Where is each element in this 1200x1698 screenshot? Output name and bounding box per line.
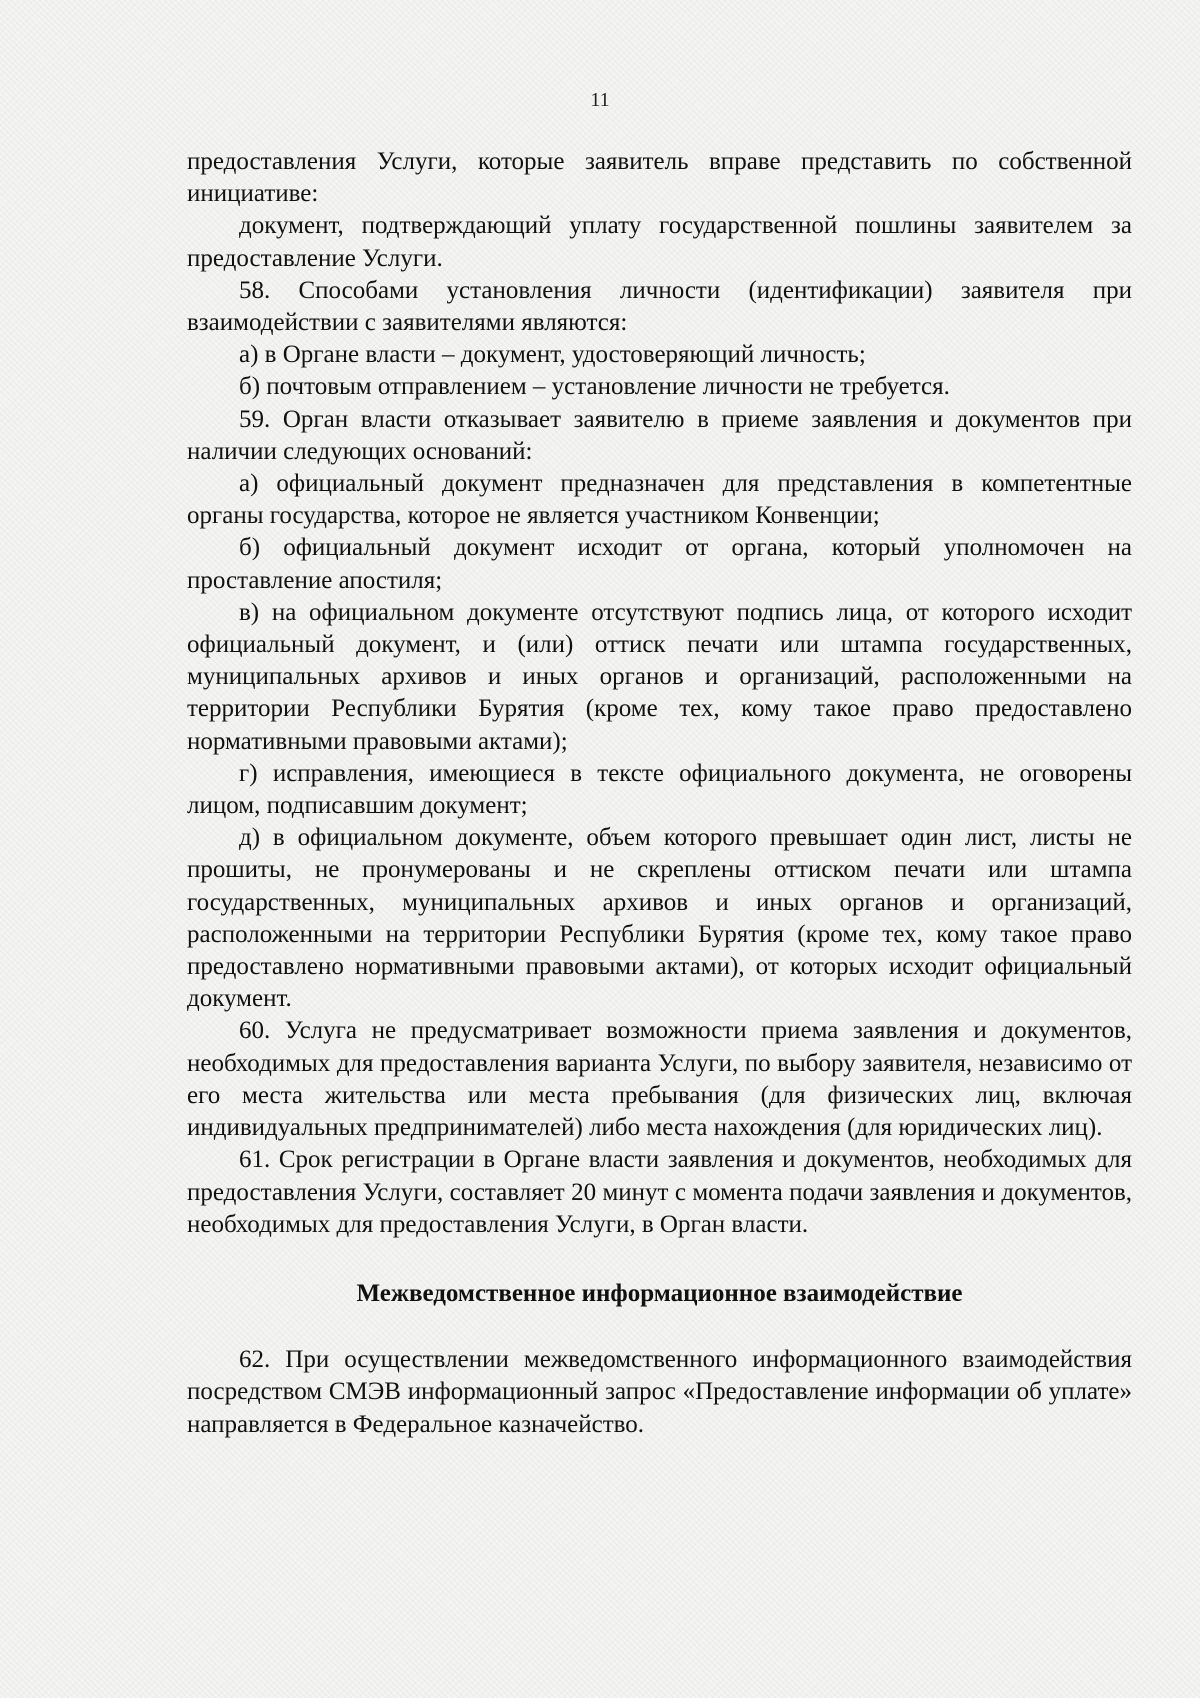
paragraph-58-a: а) в Органе власти – документ, удостоверяющий личность; — [239, 341, 866, 369]
paragraph-60: 60. Услуга не предусматривает возможности приема заявления и документов, необходимых для предоставления варианта Услуги, по выбору заявителя, независимо от его места жительства или места пребывания (для физических лиц, включая индивидуальных предпринимателей) либо места нахождения (для юридических лиц). — [187, 1017, 1132, 1142]
paragraph-59: 59. Орган власти отказывает заявителю в приеме заявления и документов при наличии следующих оснований: — [187, 405, 1132, 465]
paragraph-62: 62. При осуществлении межведомственного информационного взаимодействия посредством СМЭВ информационный запрос «Предоставление информации об уплате» направляется в Федеральное казначейство. — [187, 1346, 1132, 1438]
section-heading: Межведомственное информационное взаимодействие — [356, 1279, 963, 1307]
paragraph-59-g: г) исправления, имеющиеся в тексте официального документа, не оговорены лицом, подписавшим документ; — [187, 759, 1132, 820]
paragraph-59-a: а) официальный документ предназначен для представления в компетентные органы государства, которое не является участником Конвенции; — [187, 470, 1132, 530]
paragraph-59-d: д) в официальном документе, объем которого превышает один лист, листы не прошиты, не пронумерованы и не скреплены оттиском печати или штампа государственных, муниципальных архивов и иных органов и организаций, расположенными на территории Республики Бурятия (кроме тех, кому такое право предоставлено нормативными правовыми актами), от которых исходит официальный документ. — [187, 824, 1132, 1013]
paragraph-61: 61. Срок регистрации в Органе власти заявления и документов, необходимых для предоставления Услуги, составляет 20 минут с момента подачи заявления и документов, необходимых для предоставления Услуги, в Орган власти. — [187, 1146, 1132, 1238]
paragraph-document-fee: документ, подтверждающий уплату государственной пошлины заявителем за предоставление Услуги. — [187, 212, 1132, 272]
paragraph-continuation: предоставления Услуги, которые заявитель вправе представить по собственной инициативе: — [187, 148, 1132, 208]
paragraph-58: 58. Способами установления личности (идентификации) заявителя при взаимодействии с заявителями являются: — [187, 276, 1132, 337]
paragraph-59-b: б) официальный документ исходит от органа, который уполномочен на проставление апостиля; — [187, 534, 1132, 594]
paragraph-58-b: б) почтовым отправлением – установление личности не требуется. — [239, 373, 950, 401]
document-body — [187, 146, 1132, 1441]
paragraph-59-v: в) на официальном документе отсутствуют подпись лица, от которого исходит официальный документ, и (или) оттиск печати или штампа государственных, муниципальных архивов и иных органов и организаций, расположенными на территории Республики Бурятия (кроме тех, кому такое право предоставлено нормативными правовыми актами); — [187, 598, 1132, 755]
page-number: 11 — [590, 89, 610, 111]
